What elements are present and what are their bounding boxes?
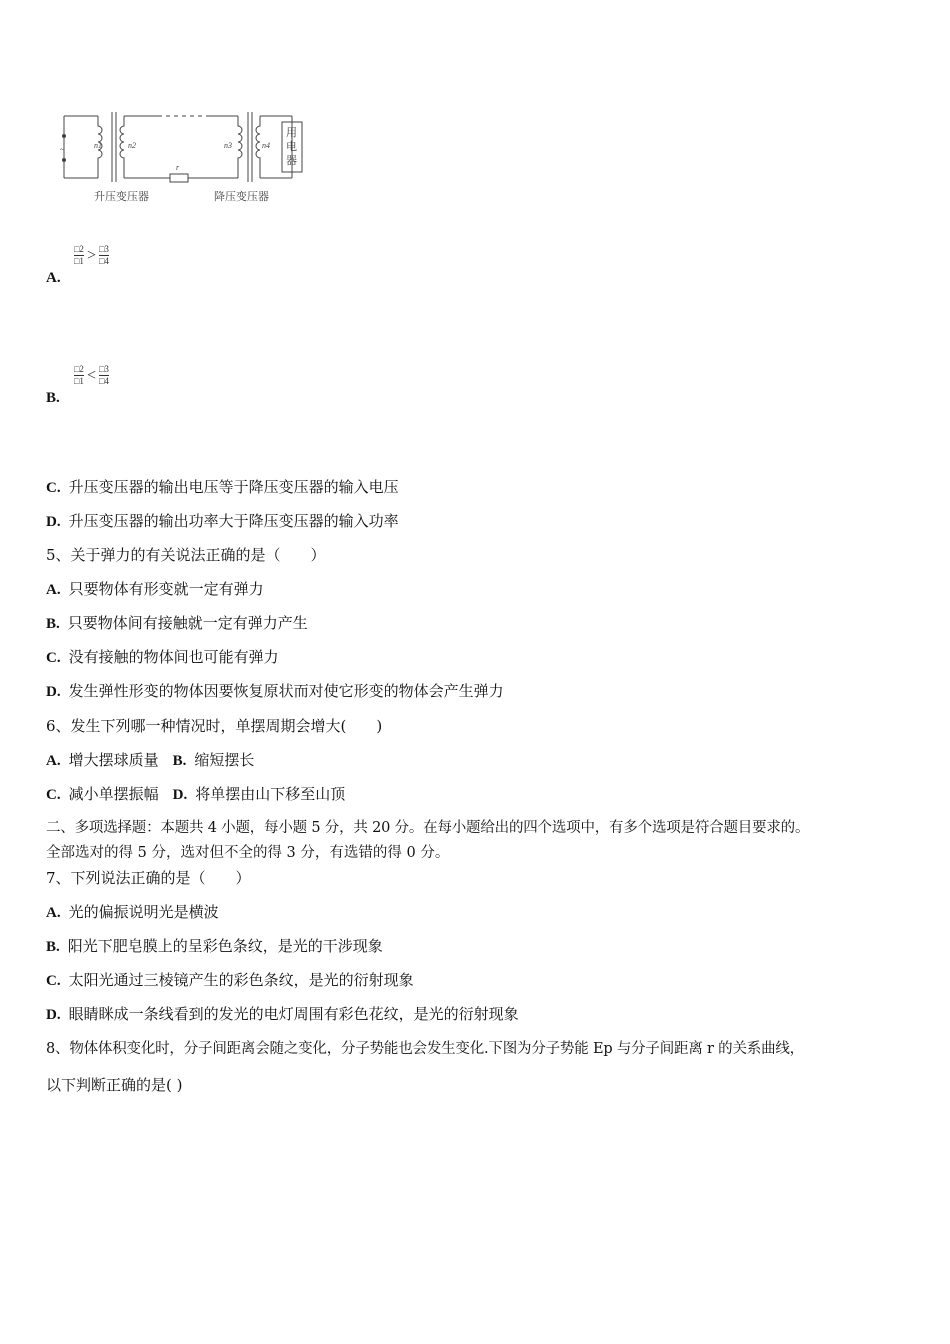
relation-symbol: > xyxy=(86,246,96,264)
q5-option-c xyxy=(46,647,279,668)
q4-option-b-formula xyxy=(74,364,109,387)
q5-option-b xyxy=(46,613,308,634)
option-label: D. xyxy=(46,1007,61,1023)
option-label: A. xyxy=(46,905,61,921)
q7-option-c xyxy=(46,970,414,991)
q4-option-a-formula xyxy=(74,244,109,267)
q5-option-d xyxy=(46,681,504,702)
option-text: 将单摆由山下移至山顶 xyxy=(195,785,346,803)
frac-den: □1 xyxy=(74,256,84,266)
n3-label: n3 xyxy=(224,141,232,150)
option-text: 阳光下肥皂膜上的呈彩色条纹，是光的干涉现象 xyxy=(67,937,383,955)
frac-den: □4 xyxy=(98,376,109,386)
option-label: C. xyxy=(46,787,61,803)
option-label: C. xyxy=(46,480,61,496)
q5-option-a xyxy=(46,579,264,600)
ac-source-symbol: ~ xyxy=(60,145,65,154)
option-text: 升压变压器的输出电压等于降压变压器的输入电压 xyxy=(68,478,399,496)
relation-symbol: < xyxy=(86,366,96,384)
q8-stem-line-1: 8、物体体积变化时，分子间距离会随之变化，分子势能也会发生变化.下图为分子势能 Ep 与分子间距离 r 的关系曲线， xyxy=(46,1041,804,1057)
frac-den: □1 xyxy=(74,376,84,386)
q6-options-row-1 xyxy=(46,750,254,771)
load-char-3: 器 xyxy=(286,154,297,167)
n2-label: n2 xyxy=(128,141,136,150)
option-label: B. xyxy=(172,753,187,769)
option-text: 只要物体间有接触就一定有弹力产生 xyxy=(67,614,308,632)
option-text: 光的偏振说明光是横波 xyxy=(68,903,219,921)
option-text: 眼睛眯成一条线看到的发光的电灯周围有彩色花纹，是光的衍射现象 xyxy=(68,1005,519,1023)
option-label: D. xyxy=(172,787,188,803)
q8-stem-line-2: 以下判断正确的是( ) xyxy=(46,1076,183,1094)
q6-stem: 6、发生下列哪一种情况时，单摆周期会增大( ) xyxy=(46,717,383,735)
q4-option-a-label: A. xyxy=(46,270,61,286)
option-text: 缩短摆长 xyxy=(194,751,255,769)
option-label: D. xyxy=(46,514,61,530)
option-text: 减小单摆振幅 xyxy=(68,785,159,803)
option-label: B. xyxy=(46,939,60,955)
r-label: r xyxy=(176,163,180,172)
option-text: 升压变压器的输出功率大于降压变压器的输入功率 xyxy=(68,512,399,530)
n1-label: n1 xyxy=(94,141,102,150)
n4-label: n4 xyxy=(262,141,270,150)
q6-options-row-2 xyxy=(46,784,345,805)
q7-option-b xyxy=(46,936,383,957)
load-char-2: 电 xyxy=(286,140,297,153)
q5-stem: 5、关于弹力的有关说法正确的是（ ） xyxy=(46,546,326,564)
frac-num: □2 xyxy=(74,364,84,374)
step-down-label: 降压变压器 xyxy=(214,190,269,203)
option-text: 增大摆球质量 xyxy=(68,751,159,769)
q7-option-d xyxy=(46,1004,519,1025)
frac-num: □3 xyxy=(98,244,109,254)
step-up-label: 升压变压器 xyxy=(94,190,149,203)
option-text: 太阳光通过三棱镜产生的彩色条纹，是光的衍射现象 xyxy=(68,971,414,989)
frac-num: □3 xyxy=(98,364,109,374)
option-label: C. xyxy=(46,650,61,666)
option-label: B. xyxy=(46,616,60,632)
option-label: C. xyxy=(46,973,61,989)
option-text: 只要物体有形变就一定有弹力 xyxy=(68,580,264,598)
q4-option-d xyxy=(46,511,399,532)
q4-option-b-label: B. xyxy=(46,390,60,406)
frac-num: □2 xyxy=(74,244,84,254)
option-text: 没有接触的物体间也可能有弹力 xyxy=(68,648,279,666)
option-text: 发生弹性形变的物体因要恢复原状而对使它形变的物体会产生弹力 xyxy=(68,682,504,700)
q7-option-a xyxy=(46,902,219,923)
q4-option-c xyxy=(46,477,399,498)
option-label: D. xyxy=(46,684,61,700)
load-char-1: 用 xyxy=(286,126,297,139)
option-label: A. xyxy=(46,582,61,598)
section-2-instructions-line-1: 二、多项选择题：本题共 4 小题，每小题 5 分，共 20 分。在每小题给出的四个选项中，有多个选项是符合题目要求的。 xyxy=(46,820,810,836)
frac-den: □4 xyxy=(98,256,109,266)
q7-stem: 7、下列说法正确的是（ ） xyxy=(46,869,251,887)
option-label: A. xyxy=(46,753,61,769)
transformer-diagram xyxy=(58,108,328,208)
section-2-instructions-line-2: 全部选对的得 5 分，选对但不全的得 3 分，有选错的得 0 分。 xyxy=(46,845,450,861)
